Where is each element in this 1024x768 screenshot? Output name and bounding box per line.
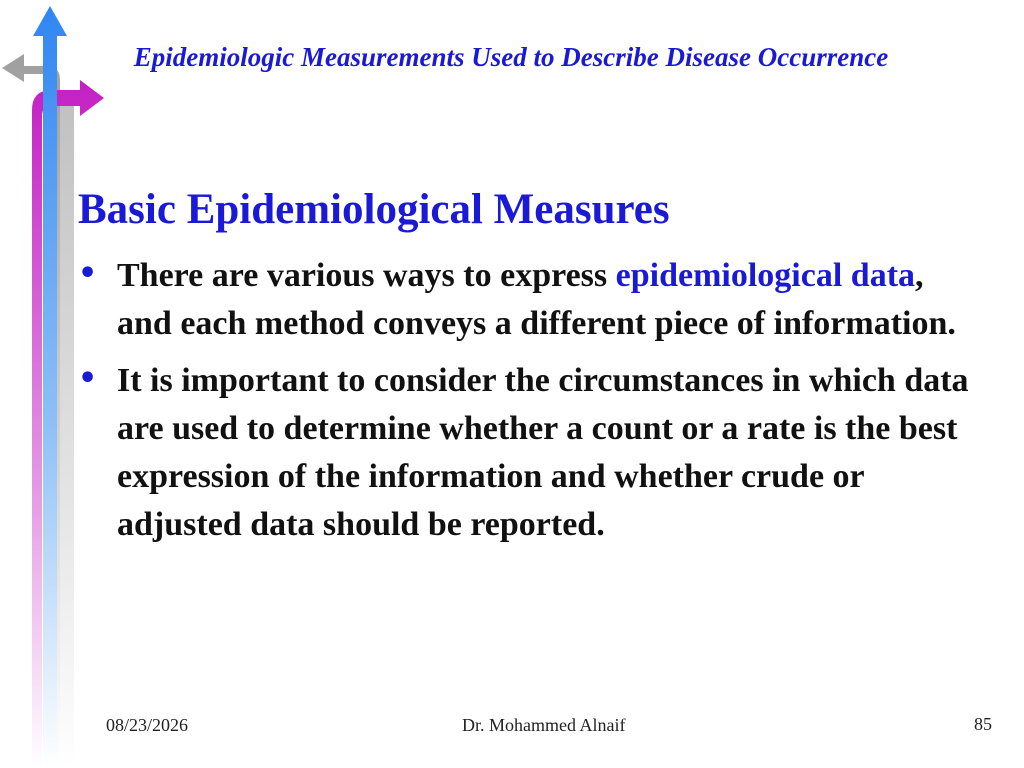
bullet-item [78,357,978,549]
bullet-dot-icon: • [78,256,98,291]
bullet-text: It is important to consider the circumstances in which data are used to determine whether a count or a rate is the best expression of the information and whether crude or adjusted data should be reported. [117,362,969,543]
page-number: 85 [974,714,992,734]
slide-title: Epidemiologic Measurements Used to Describe Disease Occurrence [133,42,889,72]
footer-date: 08/23/2026 [106,715,189,735]
bullet-item [78,252,978,348]
bullet-text-after: , and each method conveys a different piece of information. [117,257,956,342]
footer-author: Dr. Mohammed Alnaif [462,715,626,735]
highlighted-term: epidemiological data [615,257,916,294]
section-heading: Basic Epidemiological Measures [78,186,670,233]
bullet-list [78,252,978,558]
bullet-text-before: There are various ways to express [117,257,616,294]
bullet-dot-icon: • [78,361,98,396]
